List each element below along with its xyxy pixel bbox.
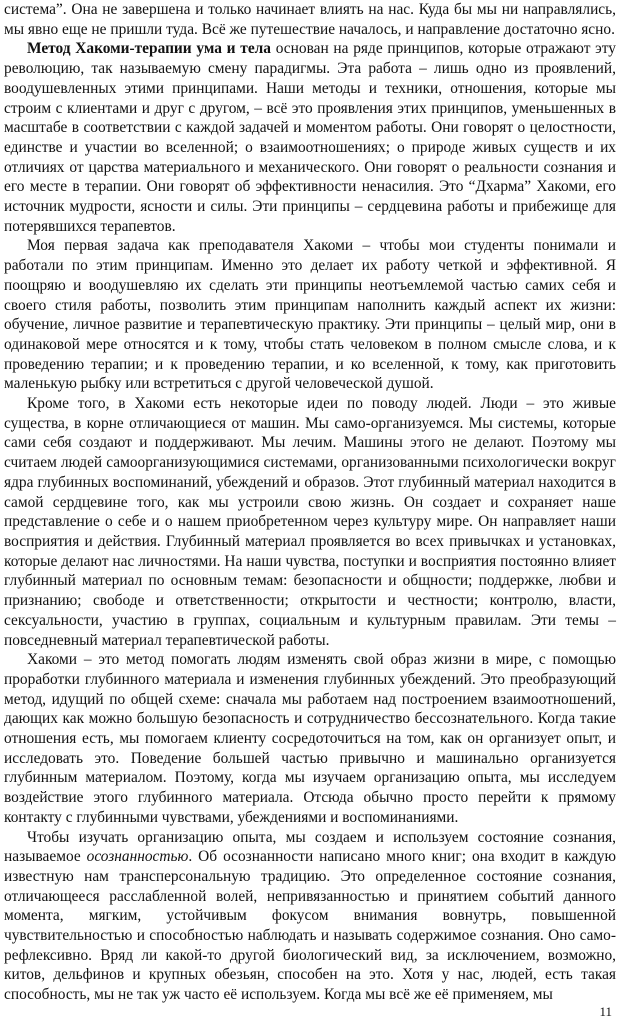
paragraph-living-systems: Кроме того, в Хакоми есть некоторые идеи по поводу людей. Люди – это живые существа, в корне отличающиеся от машин. Мы само-организуемся. Мы системы, которые сами себя создают и поддерживают. Мы лечим. Машины этого не делают. Поэтому мы считаем людей самоорганизующимися системами, организованными психологически вокруг ядра глубинных воспоминаний, убеждений и образов. Этот глубинный материал находится в самой сердцевине того, как мы устроили свою жизнь. Он создает и сохраняет наше представление о себе и о нашем приобретенном через культуру мире. Он направляет наши восприятия и действия. Глубинный материал проявляется во всех привычках и установках, которые делают нас личностями. На наши чувства, поступки и восприятия постоянно влияет глубинный материал по основным темам: безопасности и общности; поддержке, любви и признанию; свободе и ответственности; открытости и честности; контролю, власти, сексуальности, участию в группах, социальным и культурным правилам. Эти темы – повседневный материал терапевтической работы. <box>4 395 616 649</box>
bold-lead-phrase: Метод Хакоми-терапии ума и тела <box>27 40 271 58</box>
document-page <box>4 0 616 1005</box>
paragraph-body: Чтобы изучать организацию опыта, мы создаем и используем состояние сознания, называемое <box>4 828 616 866</box>
paragraph-body: основан на ряде принципов, которые отражают эту революцию, так называемую смену парадигмы. Эта работа – лишь одно из проявлений, воодушевленных этими принципами. Наши методы и техники, отношения, которые мы строим с клиентами и друг с другом, – всё это проявления этих принципов, уменьшенных в масштабе в соответствии с каждой задачей и моментом работы. Они говорят о целостности, единстве и участии во вселенной; о взаимоотношениях; о природе живых существ и их отличиях от царства материального и механического. Они говорят о реальности сознания и его месте в терапии. Они говорят об эффективности ненасилия. Это “Дхарма” Хакоми, его источник мудрости, ясности и силы. Эти принципы – сердцевина работы и прибежище для потерявшихся терапевтов. <box>4 40 616 235</box>
page-number: 11 <box>599 1004 612 1019</box>
paragraph-hakomi-method <box>4 39 616 236</box>
paragraph-teaching-task: Моя первая задача как преподавателя Хакоми – чтобы мои студенты понимали и работали по этим принципам. Именно это делает их работу четкой и эффективной. Я поощряю и воодушевляю их сделать эти принципы неотъемлемой частью самих себя и своего стиля работы, позволить этим принципам наполнить каждый аспект их жизни: обучение, личное развитие и терапевтическую практику. Эти принципы – целый мир, они в одинаковой мере относятся и к тому, чтобы стать человеком в полном смысле слова, и к проведению терапии; и к проведению терапии, и ко вселенной, к тому, как приготовить маленькую рыбку или встретиться с другой человеческой душой. <box>4 237 616 393</box>
paragraph-body: . Об осознанности написано много книг; она входит в каждую известную нам трансперсональную традицию. Это определенное состояние сознания, отличающееся расслабленной волей, непривязанностью и принятием событий данного момента, мягким, устойчивым фокусом внимания вовнутрь, повышенной чувствительностью и способностью наблюдать и называть содержимое сознания. Оно само-рефлексивно. Вряд ли какой-то другой биологический вид, за исключением, возможно, китов, дельфинов и крупных обезьян, способен на это. Хотя у нас, людей, есть такая способность, мы не так уж часто её используем. Когда мы всё же её применяем, мы <box>4 848 617 1004</box>
paragraph-transformative-method: Хакоми – это метод помогать людям изменять свой образ жизни в мире, с помощью проработки глубинного материала и изменения глубинных убеждений. Это преобразующий метод, идущий по общей схеме: сначала мы работаем над построением взаимоотношений, дающих как можно большую безопасность и сотрудничество бессознательного. Когда такие отношения есть, мы помогаем клиенту сосредоточиться на том, как он организует опыт, и исследовать это. Поведение большей частью привычно и машинально организуется глубинным материалом. Поэтому, когда мы изучаем организацию опыта, мы исследуем воздействие этого глубинного материала. Отсюда обычно просто перейти к прямому контакту с глубинными чувствами, убеждениями и воспоминаниями. <box>4 651 616 826</box>
italic-term: осознанностью <box>86 848 189 866</box>
paragraph-mindfulness <box>4 828 616 1005</box>
paragraph-continuation: система”. Она не завершена и только начинает влиять на нас. Куда бы мы ни направлялись, мы явно еще не пришли туда. Всё же путешествие началось, и направление достаточно ясно. <box>4 1 616 38</box>
